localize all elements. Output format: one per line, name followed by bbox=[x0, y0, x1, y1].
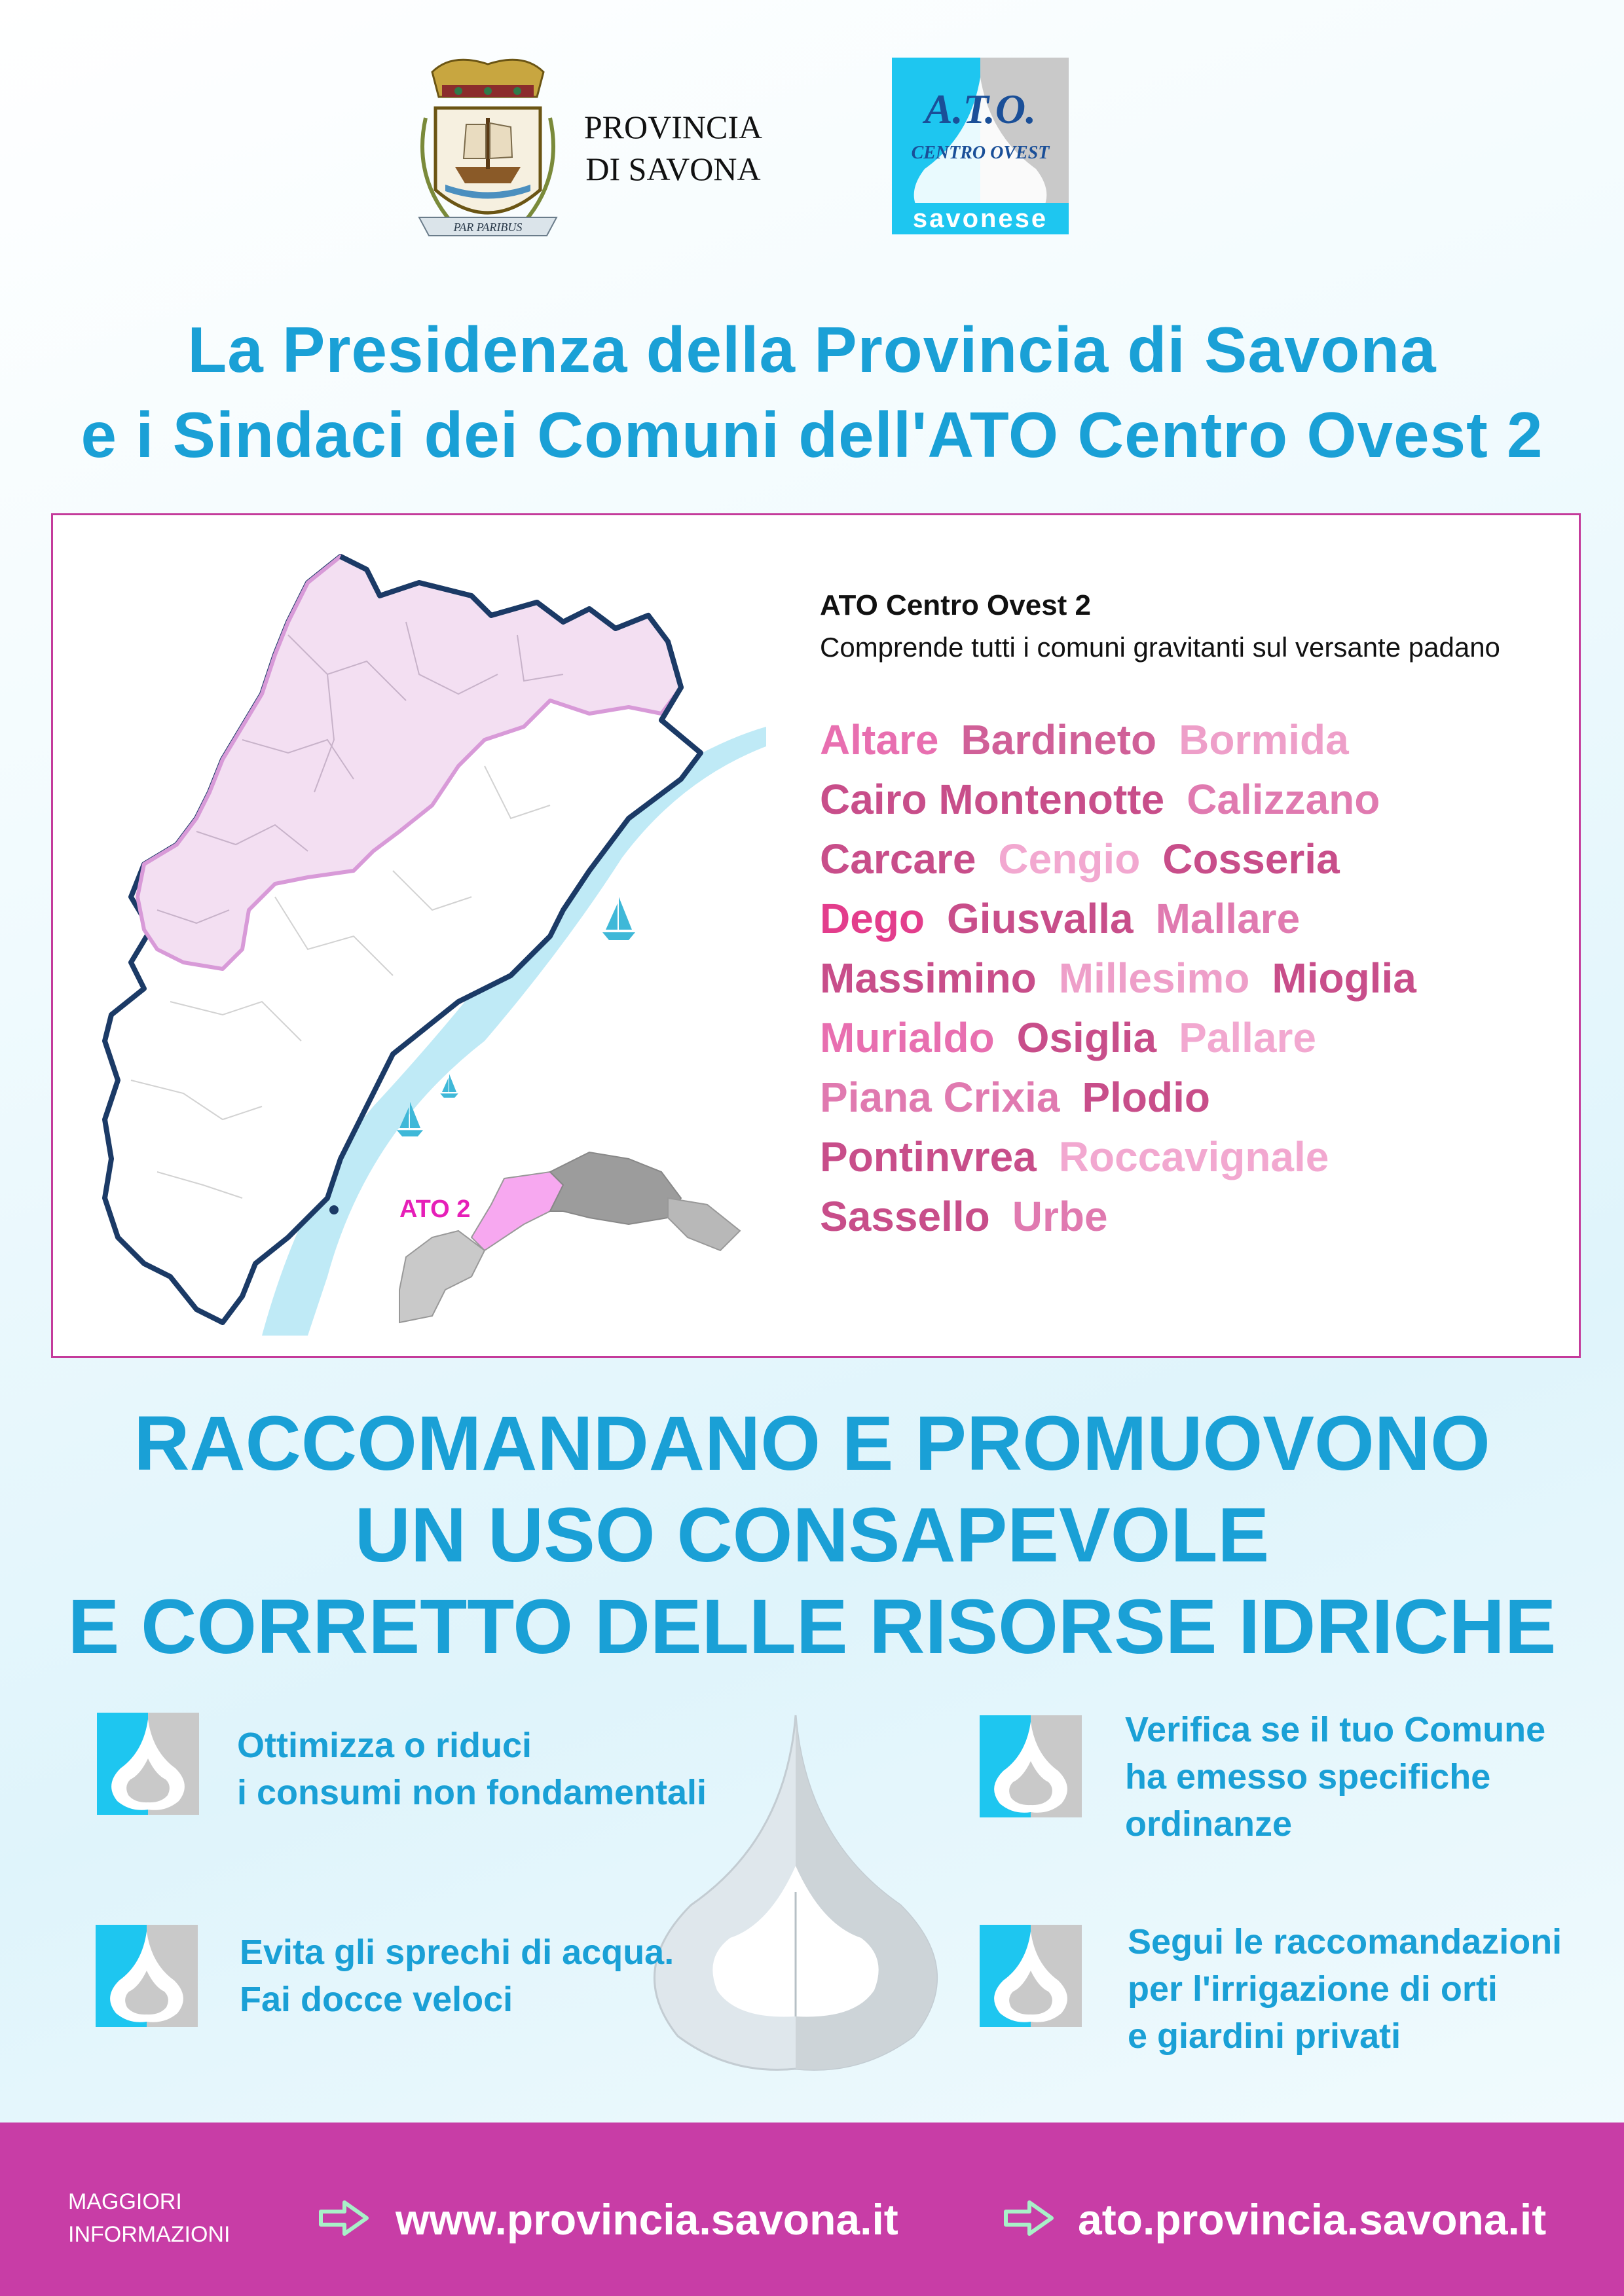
town-name: Calizzano bbox=[1187, 776, 1380, 823]
town-name: Bormida bbox=[1179, 716, 1349, 763]
provincia-logo bbox=[406, 46, 773, 249]
town-row bbox=[820, 1068, 1540, 1127]
town-name: Bardineto bbox=[961, 716, 1157, 763]
ato-logo-bottom: savonese bbox=[892, 203, 1069, 234]
drop-bullet-icon bbox=[980, 1715, 1082, 1817]
footer-label-line2: INFORMAZIONI bbox=[68, 2222, 231, 2247]
town-name: Mallare bbox=[1155, 895, 1301, 942]
town-row bbox=[820, 829, 1540, 889]
town-name: Pallare bbox=[1179, 1014, 1316, 1061]
town-name: Urbe bbox=[1012, 1193, 1108, 1240]
town-name: Dego bbox=[820, 895, 925, 942]
tip-2 bbox=[240, 1929, 674, 2023]
town-name: Carcare bbox=[820, 835, 976, 883]
ato-website-link[interactable]: ato.provincia.savona.it bbox=[1078, 2195, 1547, 2244]
liguria-inset bbox=[399, 1152, 740, 1322]
town-name: Roccavignale bbox=[1058, 1133, 1329, 1180]
town-row bbox=[820, 1187, 1540, 1247]
arrow-right-icon bbox=[318, 2198, 371, 2238]
slogan-line3: E CORRETTO DELLE RISORSE IDRICHE bbox=[67, 1584, 1557, 1670]
town-list bbox=[820, 710, 1540, 1247]
tip-2-line2: Fai docce veloci bbox=[240, 1980, 513, 2019]
town-name: Massimino bbox=[820, 955, 1037, 1002]
tip-1 bbox=[237, 1722, 707, 1816]
tip-4-line1: Segui le raccomandazioni bbox=[1128, 1922, 1562, 1961]
provincia-name bbox=[575, 106, 771, 190]
town-name: Pontinvrea bbox=[820, 1133, 1037, 1180]
town-name: Piana Crixia bbox=[820, 1074, 1060, 1121]
town-row bbox=[820, 710, 1540, 770]
tip-2-line1: Evita gli sprechi di acqua. bbox=[240, 1933, 674, 1972]
slogan-line1: RACCOMANDANO E PROMUOVONO bbox=[134, 1400, 1490, 1487]
footer-label-line1: MAGGIORI bbox=[68, 2189, 182, 2214]
ato-logo bbox=[892, 58, 1069, 234]
town-name: Cairo Montenotte bbox=[820, 776, 1165, 823]
tip-4 bbox=[1128, 1918, 1562, 2060]
arrow-right-icon bbox=[1003, 2198, 1056, 2238]
tip-3-line3: ordinanze bbox=[1125, 1804, 1293, 1844]
town-row bbox=[820, 889, 1540, 949]
footer-label bbox=[68, 2185, 230, 2251]
town-name: Cengio bbox=[998, 835, 1141, 883]
town-name: Plodio bbox=[1082, 1074, 1210, 1121]
town-row bbox=[820, 770, 1540, 829]
slogan-line2: UN USO CONSAPEVOLE bbox=[354, 1492, 1270, 1578]
town-name: Mioglia bbox=[1272, 955, 1416, 1002]
town-name: Osiglia bbox=[1016, 1014, 1157, 1061]
ato-panel-description: Comprende tutti i comuni gravitanti sul versante padano bbox=[820, 632, 1500, 663]
drop-bullet-icon bbox=[980, 1925, 1082, 2027]
town-name: Altare bbox=[820, 716, 939, 763]
sailboat-icon bbox=[602, 897, 635, 940]
town-name: Sassello bbox=[820, 1193, 990, 1240]
tip-3-line1: Verifica se il tuo Comune bbox=[1125, 1710, 1546, 1749]
province-map bbox=[92, 543, 773, 1349]
town-name: Cosseria bbox=[1162, 835, 1340, 883]
tip-3-line2: ha emesso specifiche bbox=[1125, 1757, 1491, 1796]
town-row bbox=[820, 1127, 1540, 1187]
coat-of-arms-icon bbox=[406, 46, 570, 242]
motto-text: PAR PARIBUS bbox=[453, 221, 523, 234]
ato-logo-subtitle: CENTRO OVEST bbox=[911, 143, 1050, 163]
town-name: Murialdo bbox=[820, 1014, 995, 1061]
town-name: Giusvalla bbox=[947, 895, 1134, 942]
inset-label: ATO 2 bbox=[399, 1195, 471, 1223]
provincia-line1: PROVINCIA bbox=[583, 109, 763, 145]
ato-panel-title: ATO Centro Ovest 2 bbox=[820, 589, 1092, 621]
provincia-line2: DI SAVONA bbox=[585, 151, 761, 187]
tip-4-line3: e giardini privati bbox=[1128, 2016, 1401, 2056]
drop-bullet-icon bbox=[96, 1925, 198, 2027]
tip-4-line2: per l'irrigazione di orti bbox=[1128, 1969, 1498, 2009]
provincia-website-link[interactable]: www.provincia.savona.it bbox=[396, 2195, 898, 2244]
tip-3 bbox=[1125, 1706, 1545, 1848]
headline-line2: e i Sindaci dei Comuni dell'ATO Centro Ovest 2 bbox=[81, 399, 1543, 471]
drop-bullet-icon bbox=[97, 1713, 199, 1815]
town-name: Millesimo bbox=[1058, 955, 1250, 1002]
sailboat-icon bbox=[440, 1074, 458, 1098]
headline-line1: La Presidenza della Provincia di Savona bbox=[187, 314, 1437, 386]
tip-1-line1: Ottimizza o riduci bbox=[237, 1726, 532, 1765]
tip-1-line2: i consumi non fondamentali bbox=[237, 1773, 707, 1812]
ato-logo-title: A.T.O. bbox=[924, 86, 1037, 132]
town-row bbox=[820, 1008, 1540, 1068]
town-row bbox=[820, 949, 1540, 1008]
